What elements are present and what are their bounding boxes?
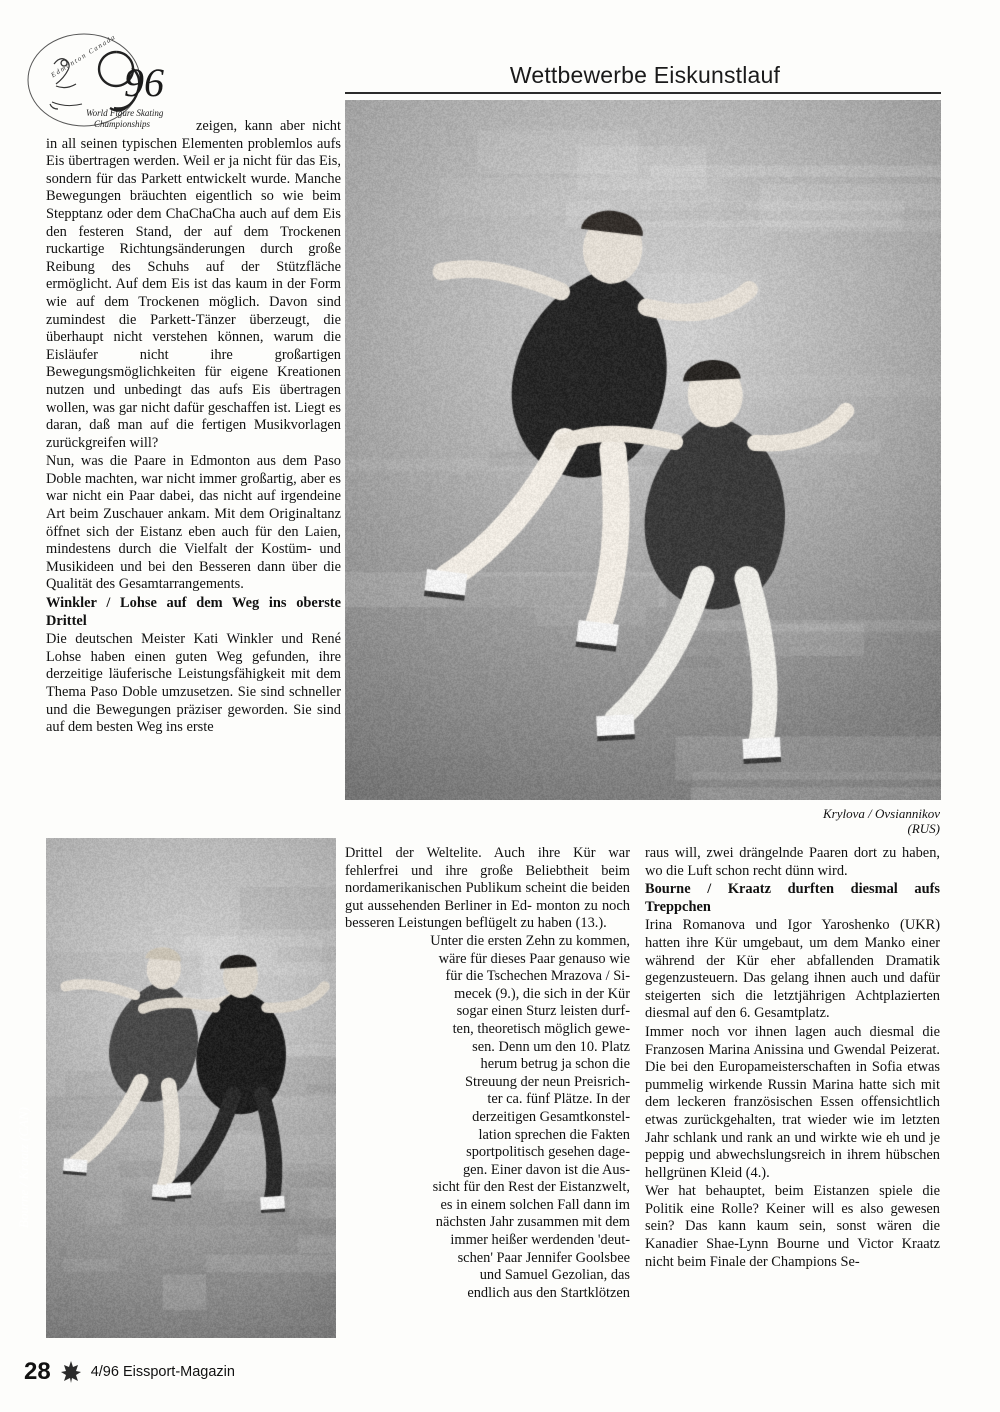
- logo-arc-text: Edmonton Canada: [49, 32, 118, 80]
- text-column-2: [345, 845, 630, 1302]
- section-subheading: Winkler / Lohse auf dem Weg ins oberste Drittel: [46, 595, 341, 629]
- text-line: mecek (9.), die sich in der Kür: [454, 985, 630, 1002]
- text-line: ten, theoretisch möglich gewe-: [452, 1020, 630, 1037]
- paragraph: Immer noch vor ihnen lagen auch diesmal die Franzosen Marina Anissina und Gwendal Peizerat. Die bei den Europameisterschaften in Sofia etwas pummelig wirkende Russin Marina hatte sich mit dem leckeren französischen Essen offensichtlich etwas zurückgehalten, trat wieder wie im letzten Jahr schlank und rank an und wirkte wie eh und je peppig und abwechslungsreich in ihrem hübschen hellgrünen Kleid (4.).: [645, 1023, 940, 1181]
- text-column-1: [46, 118, 341, 737]
- text-line: es in einem solchen Fall dann im: [440, 1196, 630, 1213]
- text-line: Unter die ersten Zehn zu kommen,: [430, 932, 630, 949]
- text-line: fehlerfrei und ihre große Beliebtheit beim: [345, 862, 630, 879]
- text-line: sportpolitisch gesehen dage-: [466, 1144, 630, 1161]
- text-line: für die Tschechen Mrazova / Si-: [445, 968, 630, 985]
- page-title: Wettbewerbe Eiskunstlauf: [509, 62, 781, 88]
- text-line: Drittel der Weltelite. Auch ihre Kür war: [345, 845, 630, 861]
- bourne-kraatz-photo: [16, 838, 336, 1338]
- krylova-ovsiannikov-photo: [345, 100, 941, 800]
- text-line: immer heißer werdenden 'deut-: [450, 1232, 630, 1249]
- text-line: gen. Einer davon ist die Aus-: [462, 1161, 630, 1178]
- text-line: nordamerikanischen Publikum scheint die: [345, 880, 588, 897]
- text-line: Streuung der neun Preisrich-: [464, 1073, 630, 1090]
- svg-text:96: 96: [124, 60, 164, 105]
- photo-canvas-top: [345, 100, 941, 800]
- paragraph: Wer hat behauptet, beim Eistanzen spiele die Politik eine Rolle? Keiner will es also gewesen sein? Das kann kaum sein, sonst wären die Kanadier Shae-Lynn Bourne und Victor Kraatz nicht beim Finale der Champions Se-: [645, 1183, 940, 1270]
- text-line: monton zu noch besseren Leistungen: [345, 897, 630, 932]
- text-line: endlich aus den Startklötzen: [467, 1284, 630, 1301]
- logo-line1: World Figure Skating: [86, 108, 164, 118]
- paragraph: zeigen, kann aber nicht in all seinen typischen Elementen problemlos aufs Eis übertragen werden. Weil er ja nicht für das Eis, sondern für das Parkett entwickelt wurde. Manche Bewegungen bräuchten eigentlich so wie beim Stepptanz oder dem ChaChaCha auch auf dem Eis den festeren Stand, der auf dem Trockenen ruckartige Richtungsänderungen durch große Reibung des Schuhs auf der Stützfläche ermöglicht. Auf dem Eis ist das kaum in der Form wie auf dem Trockenen möglich. Davon sind zumindest die Parkett-Tänzer überzeugt, die überhaupt nicht verstehen können, warum die Eisläufer nicht ihre großartigen Bewegungsmöglichkeiten für eigene Kreationen nutzen und unbedingt das aufs Eis übertragen wollen, was gar nicht dafür geschaffen ist. Liegt es daran, daß man auf die fertigen Musikvorlagen zurückgreifen will?: [46, 118, 341, 451]
- paragraph: Irina Romanova und Igor Yaroshenko (UKR) hatten ihre Kür umgebaut, um dem Manko einer während der Kür eher abfallenden Dramatik gegenzusteuern. Das gelang ihnen auch und dafür steigerten sich die letztjährigen Achtplazierten diesmal auf den 6. Gesamtplatz.: [645, 917, 940, 1022]
- text-line: schen' Paar Jennifer Goolsbee: [457, 1249, 630, 1266]
- paragraph: raus will, zwei drängelnde Paaren dort zu haben, wo die Luft schon recht dünn wird.: [645, 845, 940, 879]
- paragraph: Nun, was die Paare in Edmonton aus dem Paso Doble machten, war nicht immer großartig, aber es war nicht ein Paar dabei, das nicht auf irgendeine Art beim Zuschauer ankam. Mit dem Originaltanz öffnet sich der Eistanz eben auch für den Laien, mindestens durch die Vielfalt der Kostüm- und Musikideen und bei den Besseren dann über die Qualität des Gesamtarrangements.: [46, 453, 341, 593]
- photo-caption-top: [700, 806, 940, 836]
- text-column-3: [645, 845, 940, 1271]
- paragraph: Die deutschen Meister Kati Winkler und René Lohse haben einen guten Weg gefunden, ihre derzeitige läuferische Leistungsfähigkeit mit dem Thema Paso Doble umzusetzen. Sie sind schneller und die Bewegungen präziser geworden. Sie sind auf dem besten Weg ins erste: [46, 631, 341, 736]
- text-line: beflügelt zu haben (13.).: [465, 915, 607, 932]
- text-line: lation sprechen die Fakten: [478, 1126, 630, 1143]
- footer-label: 4/96 Eissport-Magazin: [90, 1364, 235, 1380]
- text-line: nächsten Jahr zusammen mit dem: [435, 1214, 630, 1231]
- caption-top-line1: Krylova / Ovsiannikov: [823, 806, 940, 821]
- shaped-paragraph: [345, 933, 630, 1302]
- text-line: und Samuel Gezolian, das: [479, 1267, 630, 1284]
- photo-caption-bottom: Bourne / Kraatz (CAN): [16, 1107, 31, 1228]
- text-line: sen. Denn um den 10. Platz: [472, 1038, 630, 1055]
- text-line: sicht für den Rest der Eistanzwelt,: [432, 1179, 630, 1196]
- logo-line2: Championships: [94, 119, 151, 129]
- text-line: wäre für dieses Paar genauso wie: [438, 950, 630, 967]
- text-line: herum betrug ja schon die: [480, 1056, 630, 1073]
- maple-leaf-mark-icon: [60, 1360, 82, 1384]
- caption-top-line2: (RUS): [907, 821, 940, 836]
- section-subheading: Bourne / Kraatz durften diesmal aufs Treppchen: [645, 881, 940, 915]
- text-line: derzeitigen Gesamtkonstel-: [472, 1108, 630, 1125]
- page-footer: [24, 1358, 524, 1386]
- text-line: ter ca. fünf Plätze. In der: [487, 1091, 630, 1108]
- text-line: sogar einen Sturz leisten durf-: [456, 1003, 630, 1020]
- photo-canvas-bottom: [46, 838, 336, 1338]
- text-line: beiden gut aussehenden Berliner in Ed-: [345, 880, 630, 914]
- intro-block: [345, 845, 630, 933]
- page-number: 28: [24, 1358, 51, 1385]
- header-divider: [345, 92, 941, 94]
